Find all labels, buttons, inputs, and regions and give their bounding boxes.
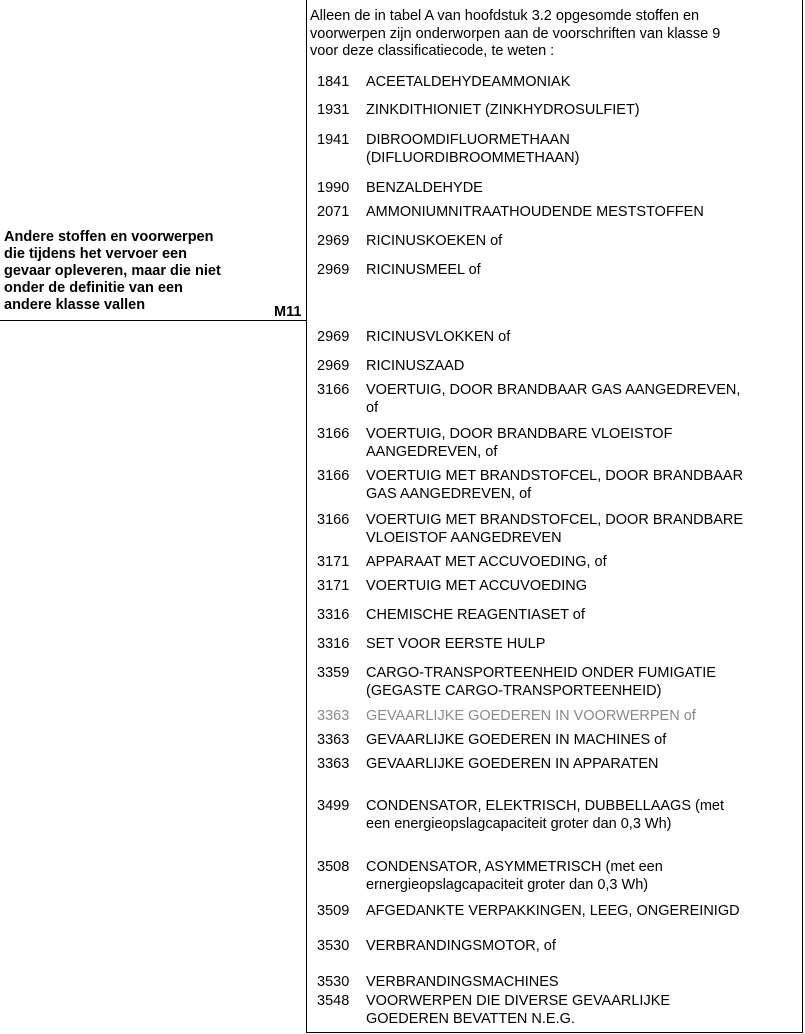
- classification-title: Andere stoffen en voorwerpen die tijdens het vervoer een gevaar opleveren, maar die niet onder de definitie van een andere klasse vallen: [4, 229, 221, 313]
- un-number: 3363: [317, 756, 350, 772]
- un-number: 3171: [317, 578, 350, 594]
- substance-name: RICINUSVLOKKEN of: [366, 329, 511, 345]
- un-number: 3166: [317, 382, 350, 398]
- substance-name: CONDENSATOR, ELEKTRISCH, DUBBELLAAGS (met een energieopslagcapaciteit groter dan 0,3 Wh): [366, 798, 725, 832]
- un-number: 2969: [317, 233, 350, 249]
- un-number: 2969: [317, 358, 350, 374]
- substance-name: CHEMISCHE REAGENTIASET of: [366, 607, 585, 623]
- substance-name: CARGO-TRANSPORTEENHEID ONDER FUMIGATIE (GEGASTE CARGO-TRANSPORTEENHEID): [366, 665, 716, 699]
- substance-name: GEVAARLIJKE GOEDEREN IN VOORWERPEN of: [366, 708, 696, 724]
- un-number: 3509: [317, 903, 350, 919]
- un-number: 3171: [317, 554, 350, 570]
- substance-name: AMMONIUMNITRAATHOUDENDE MESTSTOFFEN: [366, 204, 704, 220]
- un-number: 3499: [317, 798, 350, 814]
- substance-name: VOERTUIG MET ACCUVOEDING: [366, 578, 588, 594]
- un-number: 1841: [317, 74, 350, 90]
- un-number: 3530: [317, 974, 350, 990]
- substance-name: VOERTUIG, DOOR BRANDBAAR GAS AANGEDREVEN, of: [366, 382, 741, 416]
- substance-name: ZINKDITHIONIET (ZINKHYDROSULFIET): [366, 102, 640, 118]
- un-number: 3363: [317, 732, 350, 748]
- un-number: 3363: [317, 708, 350, 724]
- classification-cell: [0, 0, 306, 321]
- substance-name: RICINUSZAAD: [366, 358, 465, 374]
- un-number: 1990: [317, 180, 350, 196]
- un-number: 3316: [317, 607, 350, 623]
- substance-name: SET VOOR EERSTE HULP: [366, 636, 546, 652]
- substance-name: VOORWERPEN DIE DIVERSE GEVAARLIJKE GOEDEREN BEVATTEN N.E.G.: [366, 993, 671, 1027]
- substance-name: VOERTUIG MET BRANDSTOFCEL, DOOR BRANDBARE VLOEISTOF AANGEDREVEN: [366, 512, 744, 546]
- substance-name: VERBRANDINGSMACHINES: [366, 974, 559, 990]
- substance-name: RICINUSMEEL of: [366, 262, 481, 278]
- substance-name: CONDENSATOR, ASYMMETRISCH (met een ernergieopslagcapaciteit groter dan 0,3 Wh): [366, 859, 663, 893]
- un-number: 3508: [317, 859, 350, 875]
- substance-name: DIBROOMDIFLUORMETHAAN (DIFLUORDIBROOMMETHAAN): [366, 132, 580, 166]
- substance-name: RICINUSKOEKEN of: [366, 233, 503, 249]
- un-number: 1931: [317, 102, 350, 118]
- un-number: 3166: [317, 468, 350, 484]
- un-number: 2969: [317, 262, 350, 278]
- substance-name: VOERTUIG MET BRANDSTOFCEL, DOOR BRANDBAAR GAS AANGEDREVEN, of: [366, 468, 744, 502]
- substance-name: VOERTUIG, DOOR BRANDBARE VLOEISTOF AANGEDREVEN, of: [366, 426, 673, 460]
- substance-name: BENZALDEHYDE: [366, 180, 483, 196]
- un-number: 3359: [317, 665, 350, 681]
- intro-text: Alleen de in tabel A van hoofdstuk 3.2 opgesomde stoffen en voorwerpen zijn onderworpen aan de voorschriften van klasse 9 voor deze classificatiecode, te weten :: [310, 8, 721, 59]
- un-number: 3530: [317, 938, 350, 954]
- un-number: 3316: [317, 636, 350, 652]
- un-number: 1941: [317, 132, 350, 148]
- substance-name: ACEETALDEHYDEAMMONIAK: [366, 74, 571, 90]
- substance-name: AFGEDANKTE VERPAKKINGEN, LEEG, ONGEREINIGD: [366, 903, 740, 919]
- substance-name: APPARAAT MET ACCUVOEDING, of: [366, 554, 607, 570]
- un-number: 3548: [317, 993, 350, 1009]
- substance-name: GEVAARLIJKE GOEDEREN IN APPARATEN: [366, 756, 659, 772]
- un-number: 3166: [317, 512, 350, 528]
- substance-name: VERBRANDINGSMOTOR, of: [366, 938, 556, 954]
- substances-cell: [306, 0, 803, 1033]
- un-number: 2071: [317, 204, 350, 220]
- un-number: 3166: [317, 426, 350, 442]
- classification-code: M11: [274, 304, 302, 320]
- substance-name: GEVAARLIJKE GOEDEREN IN MACHINES of: [366, 732, 667, 748]
- un-number: 2969: [317, 329, 350, 345]
